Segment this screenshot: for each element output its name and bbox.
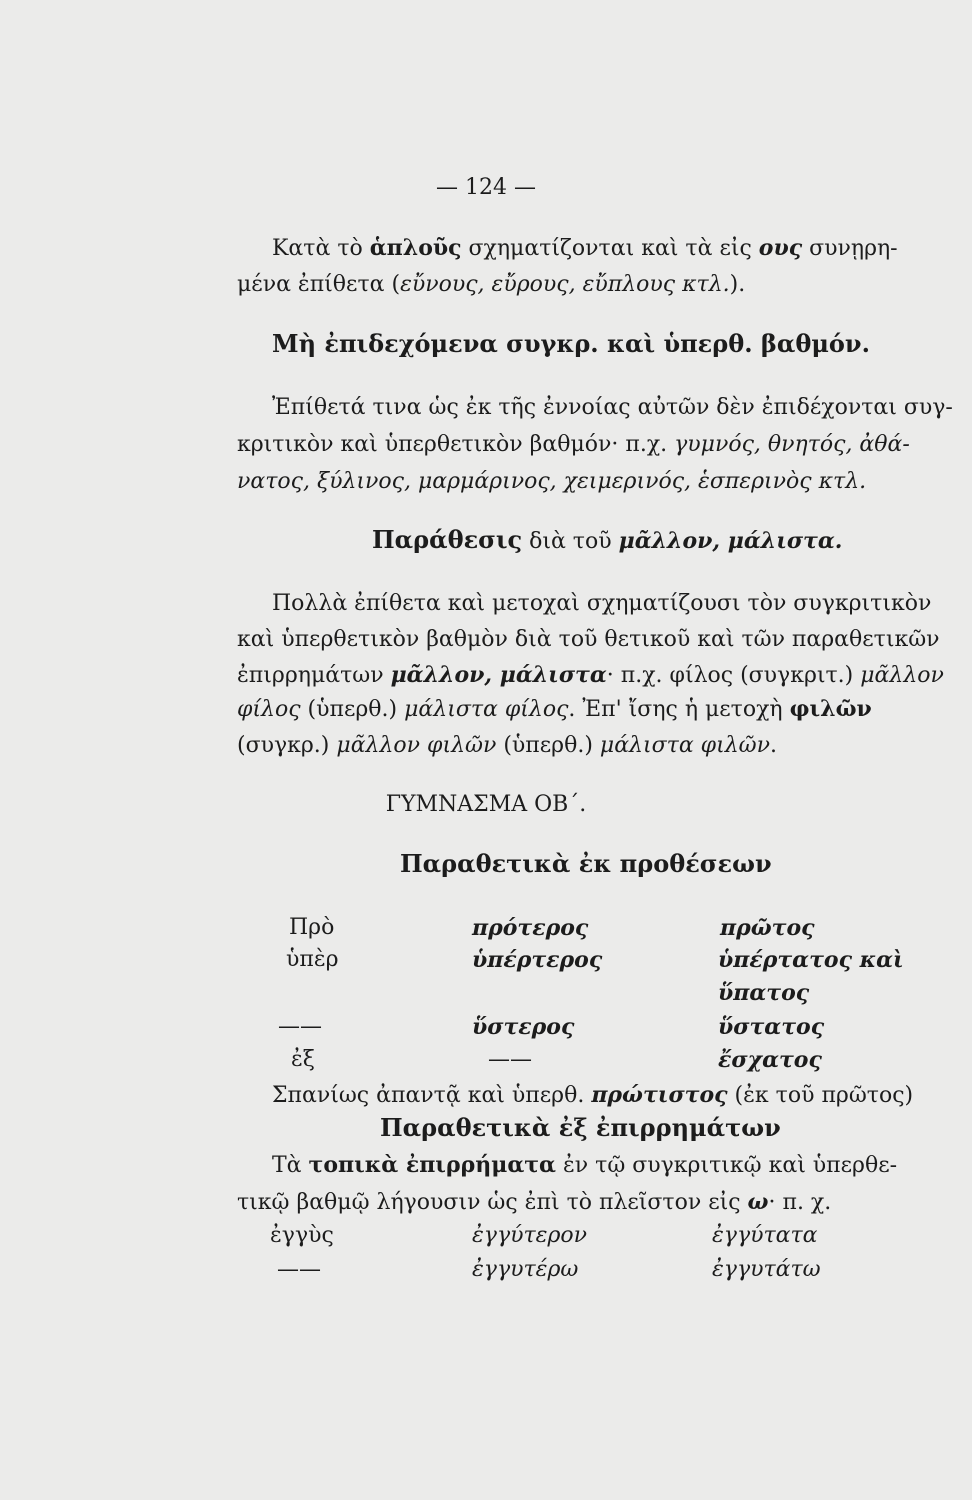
table-cell: ——: [278, 1014, 322, 1039]
text: σχηματίζονται καὶ τὰ εἰς: [461, 236, 759, 261]
table-cell: ὑπέρτατος καὶ: [718, 947, 904, 973]
table-cell: ἐγγύτατα: [712, 1223, 818, 1248]
text: . Ἐπ' ἴσης ἡ μετοχὴ: [568, 697, 790, 722]
text: Σπανίως ἀπαντᾷ καὶ ὑπερθ.: [272, 1083, 592, 1108]
italic-example: μᾶλλον: [860, 663, 944, 688]
table-cell: ——: [488, 1047, 532, 1072]
italic-example: μάλιστα φίλος: [404, 697, 569, 722]
table-cell: ἐγγὺς: [270, 1223, 334, 1248]
text: συνῃρη-: [802, 236, 898, 261]
table-cell: Πρὸ: [289, 915, 335, 940]
italic-example: μάλιστα φιλῶν: [599, 733, 770, 758]
table-cell: ἐγγυτάτω: [712, 1257, 821, 1282]
italic-examples: γυμνός, θνητός, ἀθά-: [674, 432, 910, 457]
text: Τὰ: [272, 1153, 309, 1178]
text: μένα ἐπίθετα (: [237, 272, 401, 297]
bold-term: ἁπλοῦς: [369, 235, 462, 261]
text: τικῷ βαθμῷ λήγουσιν ὡς ἐπὶ τὸ πλεῖστον εἰς: [237, 1190, 748, 1215]
paragraph-line: [237, 694, 872, 725]
text: (ὑπερθ.): [300, 697, 405, 722]
section-heading: Μὴ ἐπιδεχόμενα συγκρ. καὶ ὑπερθ. βαθμόν.: [272, 329, 870, 358]
paragraph-line: [237, 731, 777, 761]
table-cell: ὕστερος: [472, 1014, 575, 1040]
text: .: [769, 733, 777, 758]
bold-term: ους: [758, 235, 803, 261]
table-cell: ὕστατος: [718, 1014, 825, 1040]
paragraph-line: [237, 1187, 831, 1218]
text: ἐπιρρημάτων: [237, 663, 391, 688]
table-cell: ὑπέρτερος: [472, 947, 603, 973]
table-cell: ἐγγυτέρω: [472, 1257, 579, 1282]
exercise-title: ΓΥΜΝΑΣΜΑ ΟΒ΄.: [385, 792, 587, 817]
text: ).: [729, 272, 746, 297]
table-cell: ——: [277, 1257, 321, 1282]
text: ἐν τῷ συγκριτικῷ καὶ ὑπερθε-: [555, 1153, 898, 1178]
section-heading: Παραθετικὰ ἐξ ἐπιρρημάτων: [380, 1113, 781, 1142]
paragraph-line: [272, 233, 898, 264]
paragraph-line: [237, 660, 944, 691]
heading-bold: Παράθεσις: [372, 525, 523, 554]
text: Κατὰ τὸ: [272, 236, 370, 261]
bold-term: ω: [747, 1189, 769, 1215]
text: (ἐκ τοῦ πρῶτος): [727, 1083, 914, 1108]
table-cell: ἐγγύτερον: [472, 1223, 588, 1248]
italic-example: φίλος: [237, 697, 301, 722]
section-heading: [372, 525, 842, 557]
paragraph-line: [237, 430, 910, 460]
text: · π. χ.: [768, 1190, 832, 1215]
paragraph-line: νατος, ξύλινος, μαρμάρινος, χειμερινός, ἑσπερινὸς κτλ.: [237, 469, 867, 494]
bold-term: τοπικὰ ἐπιρρήματα: [308, 1152, 556, 1178]
heading-italic: μᾶλλον, μάλιστα.: [618, 528, 843, 554]
table-cell: ὑπὲρ: [286, 947, 339, 972]
italic-examples: εὔνους, εὔρους, εὔπλους κτλ.: [400, 272, 730, 297]
bold-term: μᾶλλον, μάλιστα: [390, 662, 607, 688]
text: · π.χ. φίλος (συγκριτ.): [606, 663, 861, 688]
paragraph-line: [272, 1080, 913, 1111]
bold-term: πρώτιστος: [591, 1082, 728, 1108]
text: (ὑπερθ.): [496, 733, 600, 758]
text: κριτικὸν καὶ ὑπερθετικὸν βαθμόν· π.χ.: [237, 432, 675, 457]
paragraph-line: καὶ ὑπερθετικὸν βαθμὸν διὰ τοῦ θετικοῦ καὶ τῶν παραθετικῶν: [237, 627, 940, 652]
paragraph-line: [237, 270, 745, 300]
italic-example: μᾶλλον φιλῶν: [336, 733, 497, 758]
table-cell: ὕπατος: [718, 980, 810, 1006]
text: (συγκρ.): [237, 733, 337, 758]
page-number: — 124 —: [436, 175, 536, 200]
paragraph-line: [272, 1150, 897, 1181]
section-heading: Παραθετικὰ ἐκ προθέσεων: [400, 849, 772, 878]
paragraph-line: Ἐπίθετά τινα ὡς ἐκ τῆς ἐννοίας αὐτῶν δὲν ἐπιδέχονται συγ-: [272, 395, 953, 420]
paragraph-line: Πολλὰ ἐπίθετα καὶ μετοχαὶ σχηματίζουσι τὸν συγκριτικὸν: [272, 591, 932, 616]
table-cell: πρότερος: [472, 915, 589, 941]
table-cell: ἐξ: [291, 1047, 315, 1072]
table-cell: πρῶτος: [720, 915, 815, 941]
text: διὰ τοῦ: [522, 529, 619, 554]
bold-term: φιλῶν: [789, 696, 872, 722]
table-cell: ἔσχατος: [718, 1047, 822, 1073]
